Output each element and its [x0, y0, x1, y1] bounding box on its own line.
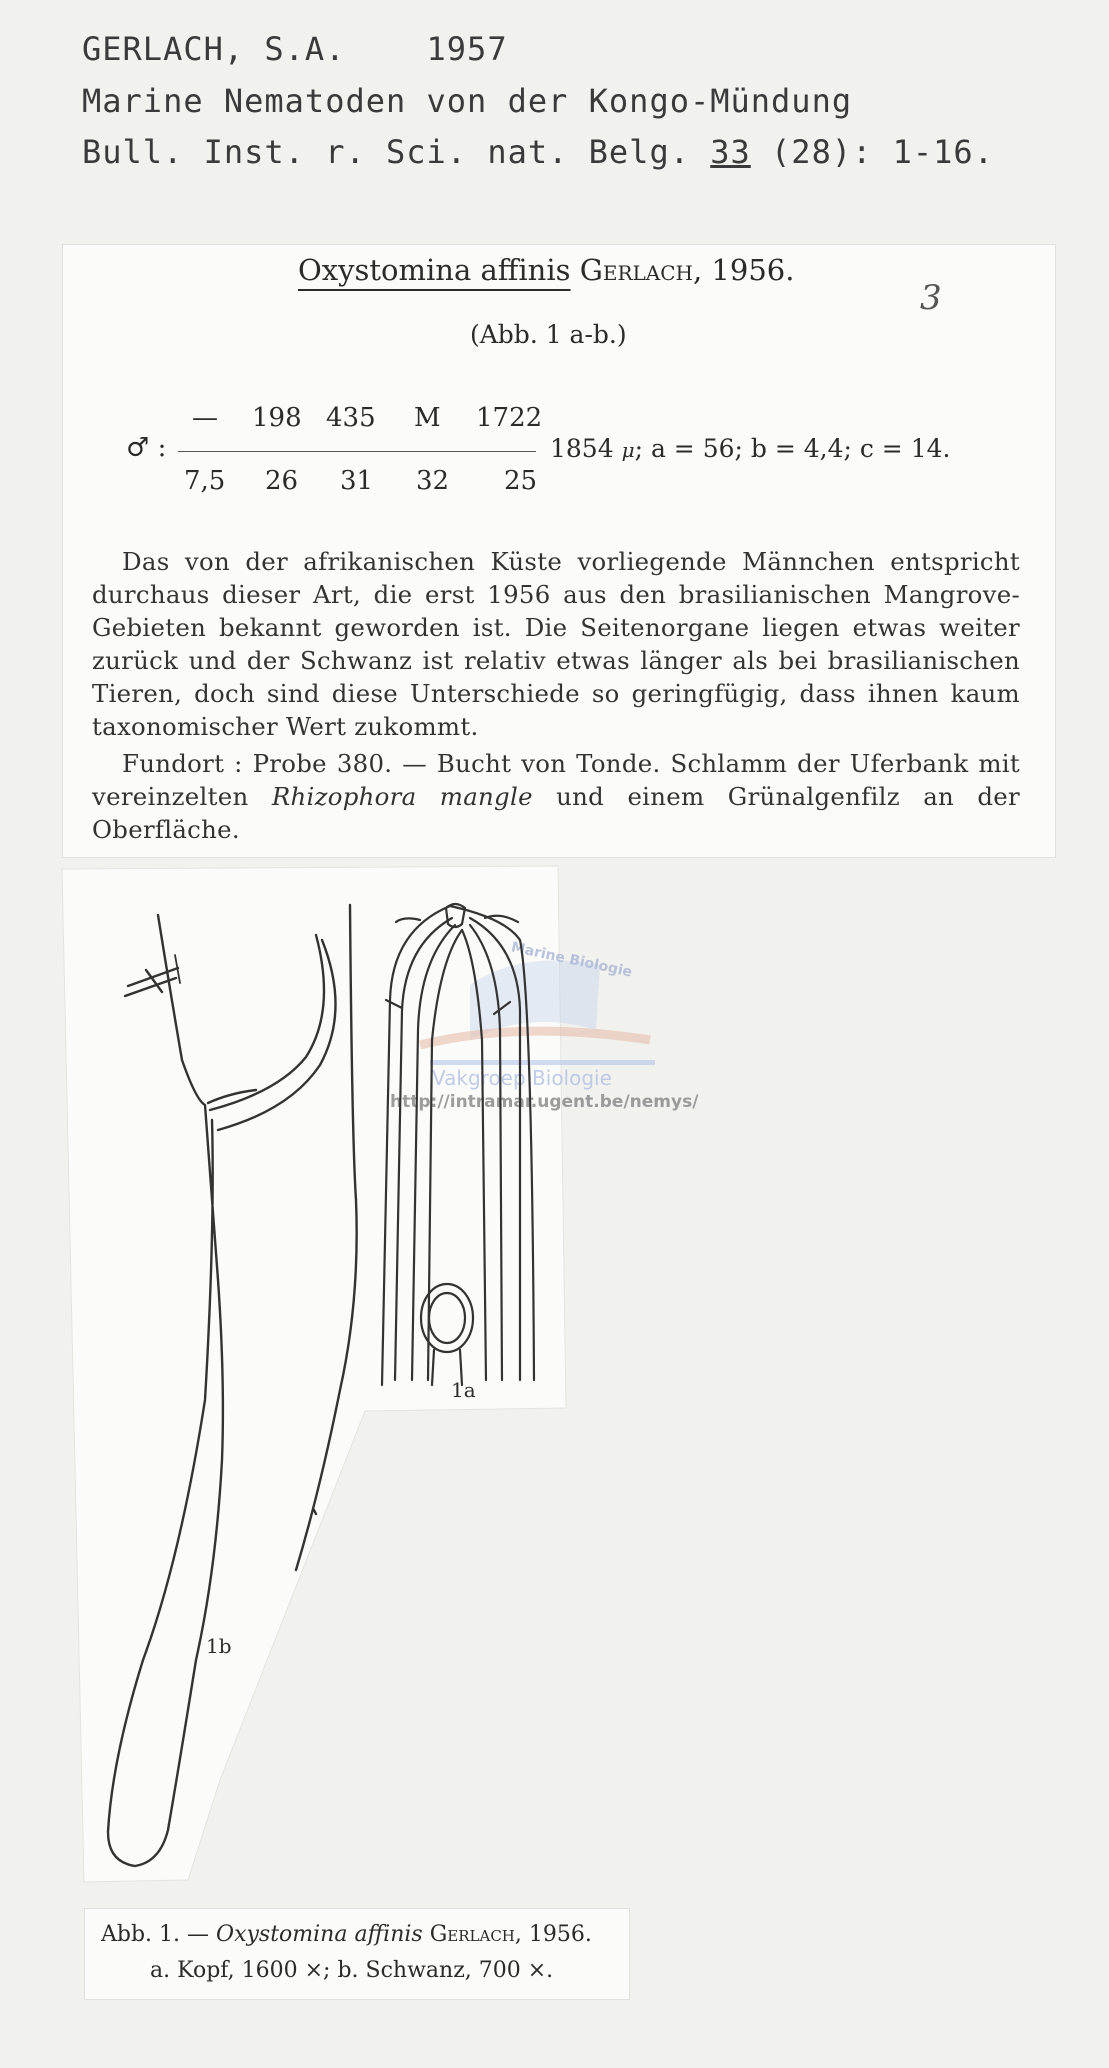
sex-symbol: ♂ : [126, 433, 167, 463]
formula-denominator: 25 [504, 466, 538, 496]
citation-title: Marine Nematoden von der Kongo-Mündung [82, 82, 853, 120]
watermark-url: http://intramar.ugent.be/nemys/ [390, 1092, 699, 1112]
journal-name: Bull. Inst. r. Sci. nat. Belg. [82, 133, 711, 171]
caption-prefix: Abb. 1. — [101, 1922, 217, 1947]
formula-numerator: — [192, 403, 218, 433]
formula-numerator: 198 [252, 403, 302, 433]
locality-text-start: Fundort : Probe 380. — Bucht von Tonde. Schlamm der Uferbank mit vereinzelten [92, 749, 1020, 811]
caption-author: Gerlach [429, 1922, 515, 1947]
caption-year: , 1956. [514, 1922, 592, 1947]
figure-reference: (Abb. 1 a-b.) [470, 320, 627, 349]
formula-denominator: 32 [416, 466, 450, 496]
description-paragraph: Das von der afrikanischen Küste vorliegende Männchen entspricht durchaus dieser Art, die erst 1956 aus den brasilianischen Mangrove-Gebieten bekannt geworden ist. Die Seitenorgane liegen etwas weiter zurück und der Schwanz ist relativ etwas länger als bei brasilianischen Tieren, doch sind diese Unterschiede so geringfügig, dass ihnen kaum taxonomischer Wert zukommt. [92, 547, 1020, 741]
formula-denominator: 7,5 [184, 466, 226, 496]
micron-unit: μ [621, 438, 635, 462]
formula-numerator: 1722 [476, 403, 543, 433]
formula-denominator: 26 [265, 466, 299, 496]
plant-species-name: Rhizophora mangle [271, 782, 533, 811]
species-author: Gerlach [579, 253, 693, 287]
species-year: , 1956. [693, 253, 795, 287]
formula-numerator: M [414, 403, 441, 433]
formula-denominator: 31 [340, 466, 374, 496]
species-name: Oxystomina affinis [298, 253, 571, 287]
total-length: 1854 [550, 434, 614, 463]
handwritten-number: 3 [920, 278, 942, 318]
citation-year: 1957 [426, 30, 508, 68]
formula-numerator: 435 [326, 403, 376, 433]
watermark-text-top: Marine Biologie [509, 939, 634, 981]
ratio-values: ; a = 56; b = 4,4; c = 14. [634, 434, 951, 463]
citation-author: GERLACH, S.A. [82, 30, 346, 68]
figure-label-1b: 1b [206, 1634, 232, 1658]
journal-pages: (28): 1-16. [750, 133, 994, 171]
figure-label-1a: 1a [451, 1378, 476, 1402]
caption-line2: a. Kopf, 1600 ×; b. Schwanz, 700 ×. [150, 1958, 554, 1983]
locality-text-end: und einem Grünalgenfilz an der Oberfläche. [92, 782, 1021, 844]
caption-species: Oxystomina affinis [216, 1922, 423, 1947]
caption-line1 [101, 1922, 592, 1947]
watermark-text-mid: Vakgroep Biologie [432, 1066, 612, 1090]
journal-volume: 33 [710, 133, 751, 171]
